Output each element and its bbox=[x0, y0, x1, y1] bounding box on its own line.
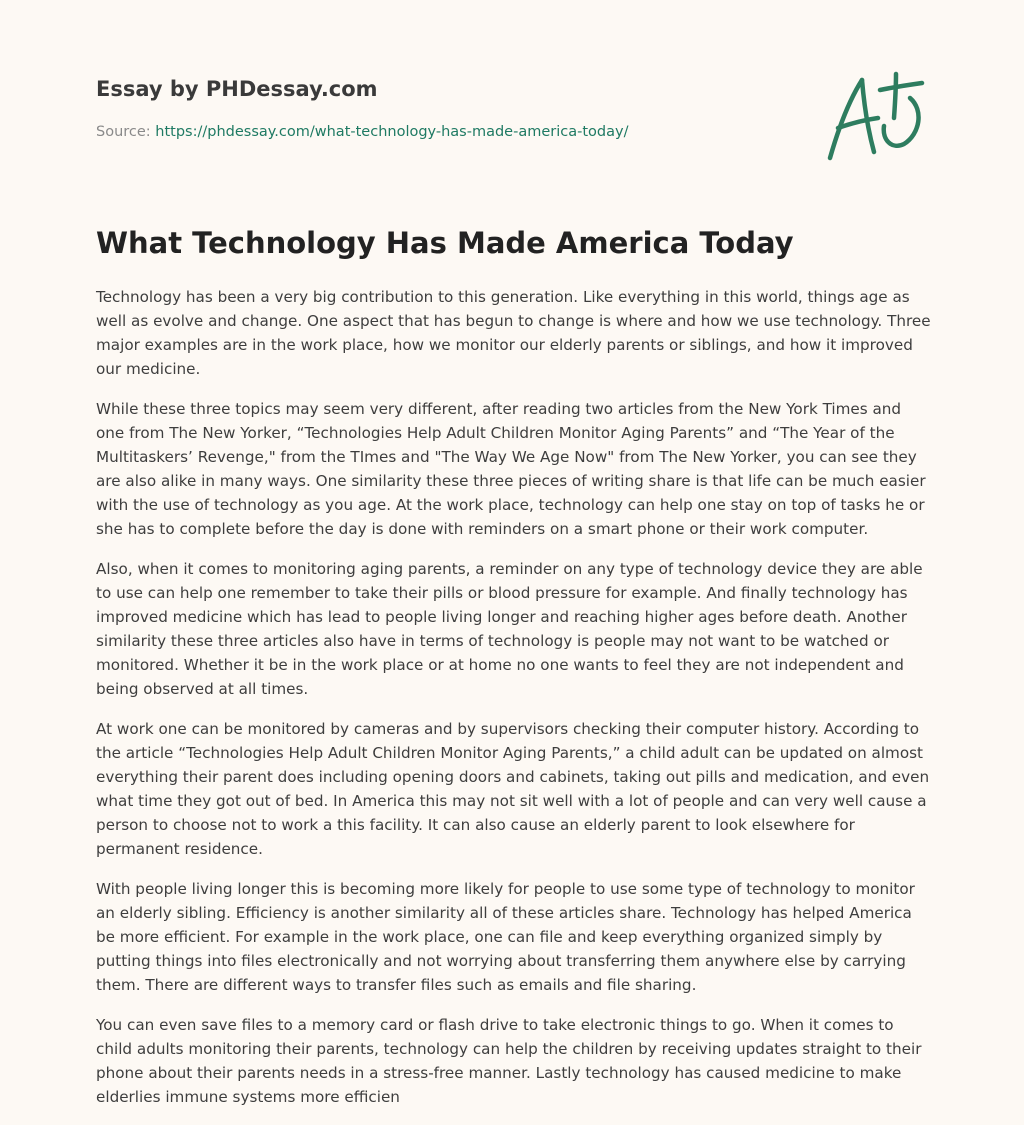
essay-paragraph: You can even save files to a memory card or flash drive to take electronic things to go. When it comes to child adults monitoring their parents, technology can help the children by receiving updates straight to their phone about their parents needs in a stress-free manner. Lastly technology has caused medicine to make elderlies immune systems more efficien bbox=[96, 1016, 922, 1106]
essay-paragraph: At work one can be monitored by cameras and by supervisors checking their computer history. According to the article “Technologies Help Adult Children Monitor Aging Parents,” a child adult can be updated on almost everything their parent does including opening doors and cabinets, taking out pills and medication, and even what time they got out of bed. In America this may not sit well with a lot of people and can very well cause a person to choose not to work a this facility. It can also cause an elderly parent to look elsewhere for permanent residence. bbox=[96, 720, 930, 858]
source-link[interactable]: https://phdessay.com/what-technology-has-made-america-today/ bbox=[155, 124, 629, 140]
essay-paragraph: With people living longer this is becoming more likely for people to use some type of technology to monitor an elderly sibling. Efficiency is another similarity all of these articles share. Technology has helped America be more efficient. For example in the work place, one can file and keep everything organized simply by putting things into files electronically and not worrying about transferring them anywhere else by carrying them. There are different ways to transfer files such as emails and file sharing. bbox=[96, 880, 915, 994]
essay-body bbox=[96, 285, 932, 1125]
source-line bbox=[96, 124, 628, 140]
essay-paragraph: While these three topics may seem very different, after reading two articles from the New York Times and one from The New Yorker, “Technologies Help Adult Children Monitor Aging Parents” and “The Year of the Multitaskers’ Revenge," from the TImes and "The Way We Age Now" from The New Yorker, you can see they are also alike in many ways. One similarity these three pieces of writing share is that life can be much easier with the use of technology as you age. At the work place, technology can help one stay on top of tasks he or she has to complete before the day is done with reminders on a smart phone or their work computer. bbox=[96, 400, 926, 538]
source-label: Source: bbox=[96, 124, 156, 140]
site-brand: Essay by PHDessay.com bbox=[96, 77, 378, 101]
essay-title: What Technology Has Made America Today bbox=[96, 226, 794, 260]
essay-paragraph: Technology has been a very big contribution to this generation. Like everything in this world, things age as well as evolve and change. One aspect that has begun to change is where and how we use technology. Three major examples are in the work place, how we monitor our elderly parents or siblings, and how it improved our medicine. bbox=[96, 288, 931, 378]
a-plus-logo-icon bbox=[824, 68, 928, 164]
essay-paragraph: Also, when it comes to monitoring aging parents, a reminder on any type of technology device they are able to use can help one remember to take their pills or blood pressure for example. And finally technology has improved medicine which has lead to people living longer and reaching higher ages before death. Another similarity these three articles also have in terms of technology is people may not want to be watched or monitored. Whether it be in the work place or at home no one wants to feel they are not independent and being observed at all times. bbox=[96, 560, 923, 698]
